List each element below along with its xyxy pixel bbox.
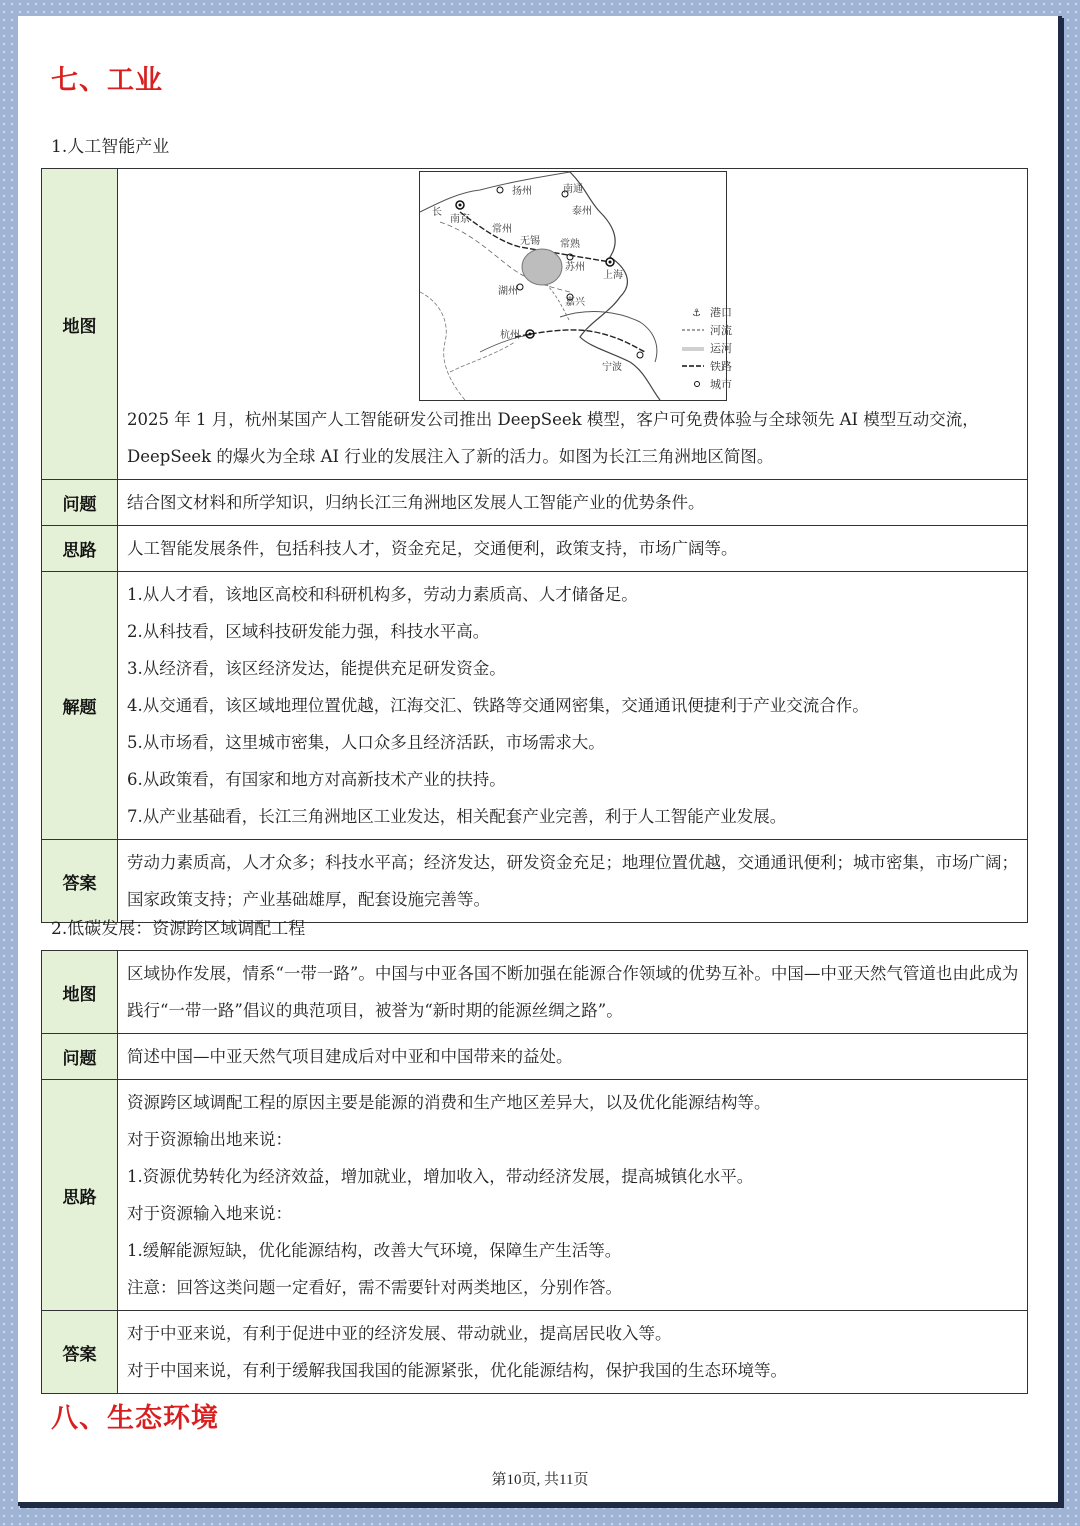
answer-item: 对于中亚来说，有利于促进中亚的经济发展、带动就业，提高居民收入等。 (127, 1324, 672, 1343)
question-text: 结合图文材料和所学知识，归纳长江三角洲地区发展人工智能产业的优势条件。 (118, 480, 1028, 526)
approach-label: 思路 (42, 526, 118, 572)
solution-item: 1.从人才看，该地区高校和科研机构多，劳动力素质高、人才储备足。 (127, 585, 638, 604)
legend-city: 城市 (710, 378, 732, 391)
solution-item: 3.从经济看，该区经济发达，能提供充足研发资金。 (127, 659, 506, 678)
approach-item: 资源跨区域调配工程的原因主要是能源的消费和生产地区差异大，以及优化能源结构等。 (127, 1093, 771, 1112)
map-place-label: 苏州 (565, 262, 585, 273)
map-place-label: 常熟 (560, 239, 580, 250)
map-row (42, 169, 1028, 480)
map-label: 地图 (42, 951, 118, 1034)
question-row (42, 480, 1028, 526)
approach-text: 人工智能发展条件，包括科技人才，资金充足，交通便利，政策支持，市场广阔等。 (118, 526, 1028, 572)
question-2-title: 2.低碳发展：资源跨区域调配工程 (51, 919, 306, 939)
svg-text:⚓: ⚓ (692, 308, 701, 319)
approach-item: 注意：回答这类问题一定看好，需不需要针对两类地区，分别作答。 (127, 1278, 622, 1297)
map-place-label: 南通 (563, 184, 583, 195)
approach-label: 思路 (42, 1080, 118, 1311)
document-page (18, 16, 1062, 1506)
map-place-label: 杭州 (500, 330, 520, 341)
map-row (42, 951, 1028, 1034)
map-place-label: 嘉兴 (565, 297, 585, 308)
solution-item: 7.从产业基础看，长江三角洲地区工业发达，相关配套产业完善，利于人工智能产业发展。 (127, 807, 787, 826)
answer-label: 答案 (42, 1311, 118, 1394)
page-number: 第10页, 共11页 (491, 1472, 589, 1488)
map-place-label: 上海 (603, 270, 623, 281)
map-place-label: 扬州 (512, 186, 532, 197)
answer-row (42, 840, 1028, 923)
approach-row (42, 1080, 1028, 1311)
map-place-label: 南京 (450, 214, 470, 225)
solution-item: 6.从政策看，有国家和地方对高新技术产业的扶持。 (127, 770, 506, 789)
answer-item: 对于中国来说，有利于缓解我国我国的能源紧张，优化能源结构，保护我国的生态环境等。 (127, 1361, 787, 1380)
question-label: 问题 (42, 480, 118, 526)
section-title-ecology: 八、生态环境 (51, 1403, 219, 1434)
map-description: 2025 年 1 月，杭州某国产人工智能研发公司推出 DeepSeek 模型，客户可免费体验与全球领先 AI 模型互动交流，DeepSeek 的爆火为全球 AI 行业的发展注入了新的活力。如图为长江三角洲地区简图。 (127, 410, 979, 466)
section-title-industry: 七、工业 (51, 65, 163, 96)
question-1-title: 1.人工智能产业 (51, 137, 170, 157)
answer-text: 劳动力素质高，人才众多；科技水平高；经济发达，研发资金充足；地理位置优越，交通通讯便利；城市密集，市场广阔；国家政策支持；产业基础雄厚，配套设施完善等。 (118, 840, 1028, 923)
solution-item: 4.从交通看，该区域地理位置优越，江海交汇、铁路等交通网密集，交通通讯便捷利于产业交流合作。 (127, 696, 869, 715)
map-place-label: 无锡 (520, 236, 540, 247)
approach-item: 对于资源输入地来说： (127, 1204, 292, 1223)
question-2-table (41, 950, 1028, 1394)
approach-row (42, 526, 1028, 572)
map-place-label: 湖州 (498, 286, 518, 297)
legend-railway: 铁路 (710, 360, 732, 373)
legend-river: 河流 (710, 324, 732, 337)
answer-row (42, 1311, 1028, 1394)
solution-row (42, 572, 1028, 840)
approach-item: 对于资源输出地来说： (127, 1130, 292, 1149)
map-figure (420, 172, 732, 400)
legend-port: 港口 (710, 306, 732, 319)
approach-item: 1.缓解能源短缺，优化能源结构，改善大气环境，保障生产生活等。 (127, 1241, 622, 1260)
map-place-label: 长 (432, 207, 442, 218)
map-place-label: 常州 (492, 224, 512, 235)
legend-canal: 运河 (710, 342, 732, 355)
approach-item: 1.资源优势转化为经济效益，增加就业，增加收入，带动经济发展，提高城镇化水平。 (127, 1167, 754, 1186)
question-1-table (41, 168, 1028, 923)
yangtze-delta-map (419, 171, 732, 401)
map-legend (682, 305, 732, 391)
answer-label: 答案 (42, 840, 118, 923)
map-description: 区域协作发展，情系“一带一路”。中国与中亚各国不断加强在能源合作领域的优势互补。中国—中亚天然气管道也由此成为践行“一带一路”倡议的典范项目，被誉为“新时期的能源丝绸之路”。 (118, 951, 1028, 1034)
map-place-label: 泰州 (572, 206, 592, 217)
question-label: 问题 (42, 1034, 118, 1080)
solution-item: 5.从市场看，这里城市密集，人口众多且经济活跃，市场需求大。 (127, 733, 605, 752)
map-place-label: 宁波 (602, 362, 622, 373)
question-text: 简述中国—中亚天然气项目建成后对中亚和中国带来的益处。 (118, 1034, 1028, 1080)
map-label: 地图 (42, 169, 118, 480)
solution-label: 解题 (42, 572, 118, 840)
solution-item: 2.从科技看，区域科技研发能力强，科技水平高。 (127, 622, 490, 641)
question-row (42, 1034, 1028, 1080)
